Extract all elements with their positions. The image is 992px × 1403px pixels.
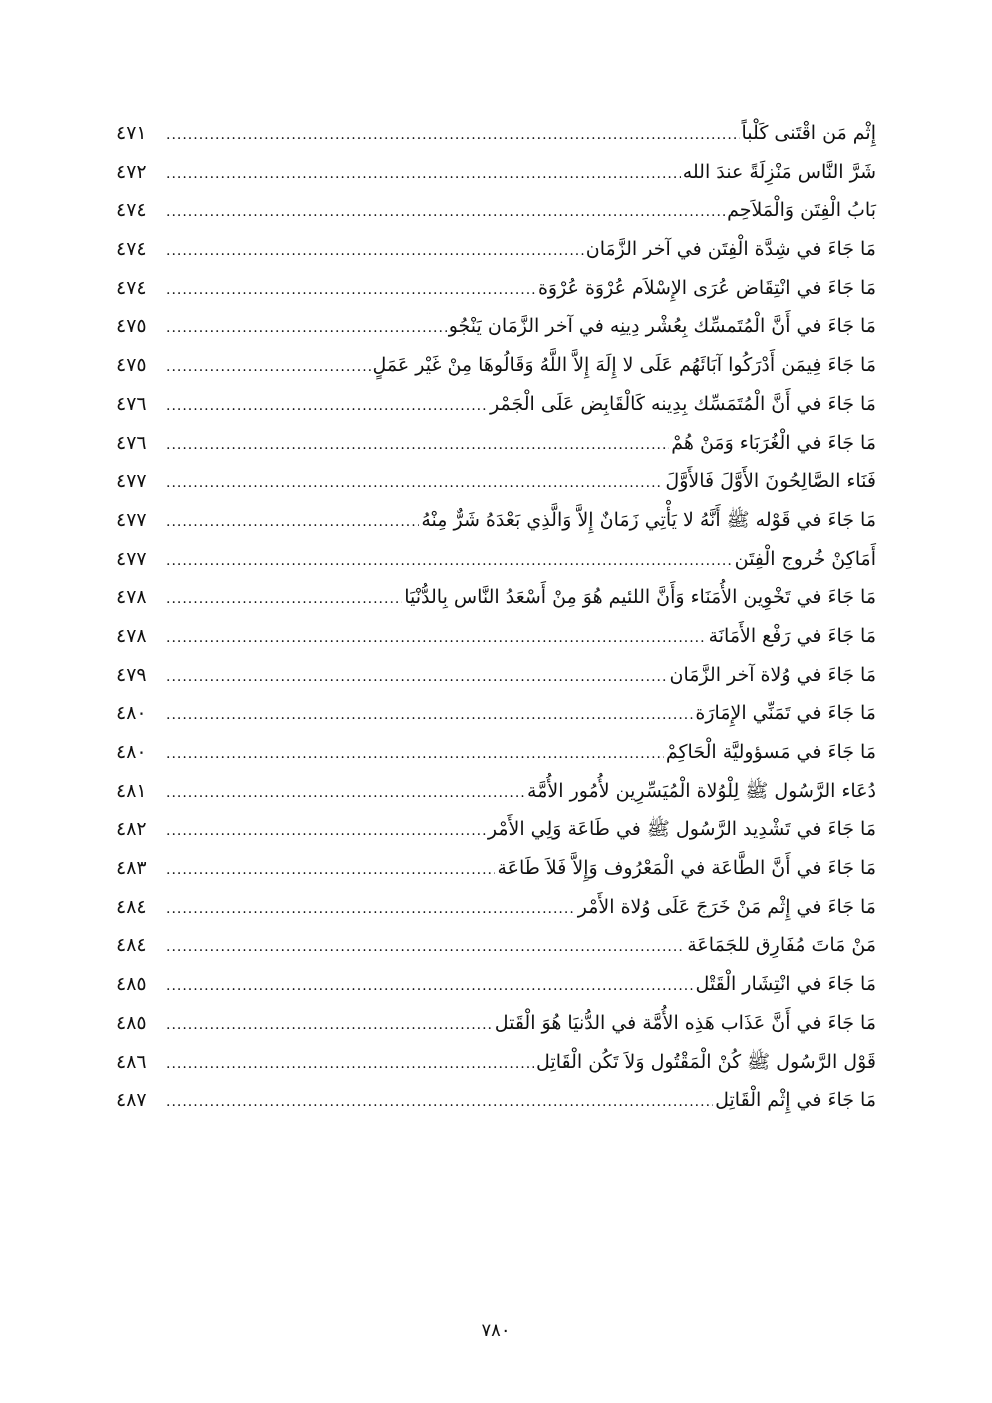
entry-page-number: ٤٨٤ [116, 895, 147, 918]
page-number: ٧٨٠ [481, 1320, 511, 1341]
dot-leader [166, 696, 693, 735]
entry-title: مَا جَاءَ في انْتِقَاض عُرَى الإِسْلاَم عُرْوَة عُرْوَة [537, 276, 876, 299]
entry-page-number: ٤٧٧ [116, 470, 147, 493]
entry-page-number: ٤٧٨ [116, 586, 147, 609]
entry-page-number: ٤٨٦ [116, 1050, 147, 1073]
entry-title: مَا جَاءَ في أَنَّ الطَّاعَة في الْمَعْرُوف وَإِلاَّ فَلاَ طَاعَة [497, 857, 876, 880]
dot-leader [166, 232, 584, 271]
entry-title: مَا جَاءَ في مَسؤوليَّة الْحَاكِمْ [665, 741, 876, 763]
dot-leader [166, 812, 486, 851]
dot-leader [166, 155, 681, 194]
entry-title: فَنَاء الصَّالِحُونَ الأَوَّلَ فَالأَوَّلَ [665, 470, 876, 493]
dot-leader [166, 193, 725, 232]
entry-page-number: ٤٧٧ [116, 508, 147, 531]
toc-entry [116, 269, 876, 308]
dot-leader [166, 1006, 493, 1045]
toc-entry [116, 385, 876, 424]
toc-entry [116, 230, 876, 269]
toc-entry [116, 1004, 876, 1043]
entry-title: مَا جَاءَ في إِثْم الْقَاتِل [715, 1089, 876, 1112]
entry-page-number: ٤٧٥ [116, 354, 147, 377]
entry-page-number: ٤٨٤ [116, 934, 147, 957]
dot-leader [166, 309, 447, 348]
dot-leader [166, 503, 419, 542]
toc-entry [116, 849, 876, 888]
toc-entry [116, 926, 876, 965]
dot-leader [166, 619, 707, 658]
toc-entry [116, 462, 876, 501]
entry-page-number: ٤٧٤ [116, 276, 147, 299]
toc-entry [116, 191, 876, 230]
toc-entry [116, 1043, 876, 1082]
dot-leader [166, 348, 371, 387]
dot-leader [166, 1083, 713, 1122]
dot-leader [166, 851, 495, 890]
entry-title: مَنْ مَاتَ مُفَارِق للجَمَاعَة [687, 934, 876, 957]
dot-leader [166, 890, 576, 929]
dot-leader [166, 735, 664, 774]
entry-page-number: ٤٧٥ [116, 315, 147, 338]
entry-page-number: ٤٧٨ [116, 624, 147, 647]
entry-title: مَا جَاءَ في أَنَّ الْمُتَمَسِّك بِدِينه كَالْقَابِض عَلَى الْجَمْر [490, 392, 876, 415]
entry-title: مَا جَاءَ في أَنَّ الْمُتَمسِّك بِعُشْر دِينِه في آخر الزَّمَان يَنْجُو [448, 315, 876, 338]
dot-leader [166, 542, 733, 581]
toc-entry [116, 1081, 876, 1120]
dot-leader [166, 116, 740, 155]
dot-leader [166, 967, 693, 1006]
entry-title: شَرَّ النَّاس مَنْزِلَةً عندَ الله [682, 160, 876, 183]
entry-page-number: ٤٧٩ [116, 663, 147, 686]
entry-page-number: ٤٧٧ [116, 547, 147, 570]
entry-title: قَوْل الرَّسُول ﷺ كُنْ الْمَقْتُول وَلاَ تَكُن الْقَاتِل [536, 1050, 876, 1073]
toc-entry [116, 578, 876, 617]
toc-entry [116, 307, 876, 346]
entry-page-number: ٤٧٢ [116, 160, 147, 183]
entry-title: مَا جَاءَ فِيمَن أَدْرَكُوا آبَائَهُم عَلَى لا إِلَهَ إِلاَّ اللَّهُ وَقَالُوهَا مِنْ غَيْر عَمَلٍ [372, 354, 876, 377]
entry-title: مَا جَاءَ في إِثْم مَنْ خَرَجَ عَلَى وُلاة الأَمْر [577, 895, 876, 918]
entry-page-number: ٤٧٦ [116, 431, 147, 454]
entry-page-number: ٤٨٣ [116, 857, 147, 880]
toc-entry [116, 772, 876, 811]
toc-entry [116, 540, 876, 579]
dot-leader [166, 426, 669, 465]
toc-entry [116, 153, 876, 192]
entry-page-number: ٤٨٥ [116, 1011, 147, 1034]
entry-title: دُعَاء الرَّسُول ﷺ لِلْوُلاة الْمُيَسِّرِين لأُمُور الأُمَّة [527, 779, 876, 802]
toc-entry [116, 656, 876, 695]
entry-title: مَا جَاءَ في شِدَّة الْفِتَن في آخر الزَّمَان [585, 238, 876, 261]
entry-page-number: ٤٨٠ [116, 741, 147, 763]
entry-page-number: ٤٨٥ [116, 973, 147, 996]
dot-leader [166, 271, 536, 310]
dot-leader [166, 580, 402, 619]
entry-title: مَا جَاءَ في رَفْع الأَمَانَة [708, 624, 876, 647]
toc-entry [116, 733, 876, 772]
dot-leader [166, 1045, 534, 1084]
dot-leader [166, 464, 663, 503]
toc-entry [116, 346, 876, 385]
entry-title: مَا جَاءَ في قَوْله ﷺ أَنَّهُ لا يَأْتِي زَمَانٌ إِلاَّ وَالَّذِي بَعْدَهُ شَرٌّ مِنْهُ [421, 508, 876, 531]
toc-entry [116, 888, 876, 927]
toc-entry [116, 424, 876, 463]
toc-entry [116, 114, 876, 153]
toc-entry [116, 965, 876, 1004]
entry-title: بَابُ الْفِتَن وَالْمَلاَحِم [727, 199, 876, 222]
entry-page-number: ٤٨٢ [116, 818, 147, 841]
entry-page-number: ٤٨١ [116, 779, 147, 802]
entry-page-number: ٤٧٤ [116, 238, 147, 261]
entry-title: مَا جَاءَ في تَخْوِين الأُمَنَاء وَأَنَّ اللئيم هُوَ مِنْ أَسْعَدُ النَّاس بِالدُّنْيَا [404, 586, 876, 609]
entry-title: مَا جَاءَ في تَمَنِّي الإِمَارَة [695, 702, 876, 725]
table-of-contents [116, 114, 876, 1120]
entry-page-number: ٤٧٦ [116, 392, 147, 415]
entry-title: مَا جَاءَ في وُلاة آخر الزَّمَان [669, 663, 876, 686]
toc-entry [116, 694, 876, 733]
entry-title: مَا جَاءَ في انْتِشَار الْقَتْل [695, 973, 876, 996]
entry-title: مَا جَاءَ في الْغُرَبَاء وَمَنْ هُمْ [671, 431, 876, 454]
dot-leader [166, 387, 488, 426]
entry-title: مَا جَاءَ في تَشْدِيد الرَّسُول ﷺ في طَاعَة وَلِي الأَمْر [487, 818, 876, 841]
entry-page-number: ٤٨٠ [116, 702, 147, 725]
entry-title: إِثْم مَن اقْتَنى كَلْباً [741, 122, 876, 144]
toc-entry [116, 810, 876, 849]
entry-page-number: ٤٨٧ [116, 1089, 147, 1112]
dot-leader [166, 658, 668, 697]
toc-entry [116, 617, 876, 656]
entry-page-number: ٤٧٤ [116, 199, 147, 222]
entry-title: مَا جَاءَ في أَنَّ عَذَاب هَذِه الأُمَّة في الدُّنيَا هُوَ الْقَتل [494, 1011, 876, 1034]
entry-title: أَمَاكِنْ خُروج الْفِتَن [734, 547, 876, 570]
toc-entry [116, 501, 876, 540]
dot-leader [166, 774, 525, 813]
dot-leader [166, 928, 685, 967]
entry-page-number: ٤٧١ [116, 122, 147, 144]
